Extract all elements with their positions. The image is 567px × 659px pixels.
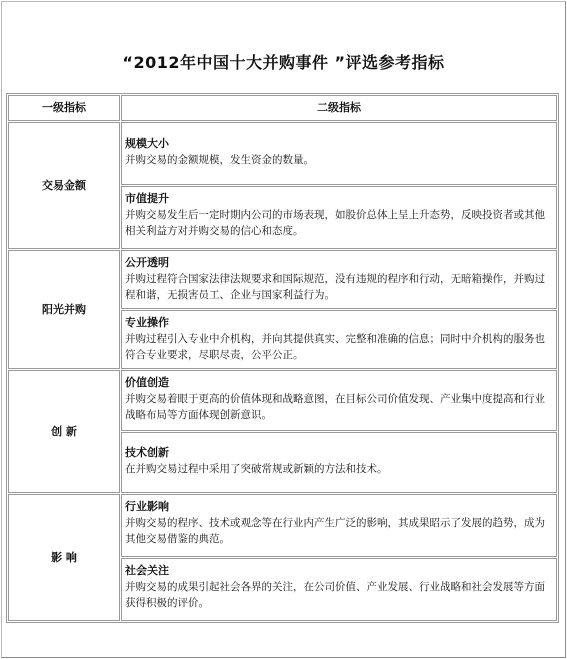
category-cell: 影 响 [8, 494, 120, 621]
indicator-cell [121, 432, 557, 493]
indicator-title: 市值提升 [125, 192, 169, 205]
indicator-desc: 并购交易的成果引起社会各界的关注，在公司价值、产业发展、行业战略和社会发展等方面获得积极的评价。 [125, 581, 545, 609]
indicator-cell [121, 250, 557, 309]
indicator-title: 专业操作 [125, 316, 169, 329]
indicator-desc: 并购交易的金额规模，发生资金的数量。 [125, 154, 314, 166]
header-level2: 二级指标 [121, 95, 557, 121]
indicator-title: 社会关注 [125, 564, 169, 577]
indicator-title: 行业影响 [125, 500, 169, 513]
table-row [8, 370, 557, 431]
indicator-table [6, 93, 559, 623]
category-cell: 交易金额 [8, 122, 120, 249]
indicator-desc: 并购交易发生后一定时期内公司的市场表现，如股价总体上呈上升态势，反映投资者或其他相关利益方对并购交易的信心和态度。 [125, 209, 545, 237]
indicator-cell [121, 494, 557, 557]
page-title: “2012年中国十大并购事件 ”评选参考指标 [122, 53, 445, 72]
table-row [8, 250, 557, 309]
category-cell: 创 新 [8, 370, 120, 493]
header-level1: 一级指标 [8, 95, 120, 121]
indicator-title: 价值创造 [125, 376, 169, 389]
indicator-title: 技术创新 [125, 446, 169, 459]
category-cell: 阳光并购 [8, 250, 120, 369]
indicator-title: 公开透明 [125, 256, 169, 269]
table-row [8, 122, 557, 185]
table-header-row [8, 95, 557, 121]
indicator-cell [121, 370, 557, 431]
indicator-title: 规模大小 [125, 137, 169, 150]
indicator-desc: 并购交易的程序、技术或观念等在行业内产生广泛的影响，其成果昭示了发展的趋势，成为其他交易借鉴的典范。 [125, 517, 545, 545]
indicator-cell [121, 310, 557, 369]
table-row [8, 494, 557, 557]
indicator-desc: 并购过程符合国家法律法规要求和国际规范，没有违规的程序和行动，无暗箱操作，并购过程和谐，无损害员工、企业与国家利益行为。 [125, 273, 545, 301]
indicator-desc: 在并购交易过程中采用了突破常规或新颖的方法和技术。 [125, 463, 388, 475]
indicator-cell [121, 122, 557, 185]
indicator-desc: 并购过程引入专业中介机构，并向其提供真实、完整和准确的信息；同时中介机构的服务也符合专业要求，尽职尽责，公平公正。 [125, 333, 545, 361]
indicator-cell [121, 558, 557, 621]
indicator-desc: 并购交易着眼于更高的价值体现和战略意图，在目标公司价值发现、产业集中度提高和行业战略布局等方面体现创新意识。 [125, 393, 545, 421]
indicator-cell [121, 186, 557, 249]
